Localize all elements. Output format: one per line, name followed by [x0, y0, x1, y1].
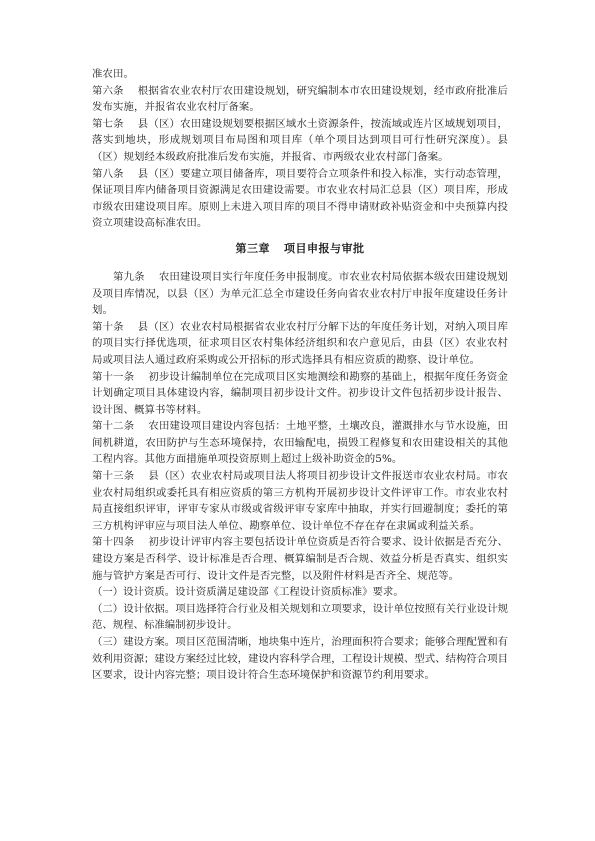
list-item-2: （二）设计依据。项目选择符合行业及相关规划和立项要求，设计单位按照有关行业设计规范、规程、标准编制初步设计。 [92, 602, 508, 632]
article-14: 第十四条 初步设计评审内容主要包括设计单位资质是否符合要求、设计依据是否充分、建设方案是否科学、设计标准是否合理、概算编制是否合规、效益分析是否真实、组织实施与管护方案是否可行、设计文件是否完整，以及附件材料是否齐全、规范等。 [92, 536, 508, 582]
list-item-3: （三）建设方案。项目区范围清晰，地块集中连片，治理面积符合要求；能够合理配置和有效利用资源；建设方案经过比较，建设内容科学合理，工程设计规模、型式、结构符合项目区要求，设计内容完整；项目设计符合生态环境保护和资源节约利用要求。 [92, 636, 508, 682]
list-item-1: （一）设计资质。设计资质满足建设部《工程设计资质标准》要求。 [92, 586, 404, 599]
article-12: 第十二条 农田建设项目建设内容包括：土地平整，土壤改良，灌溉排水与节水设施，田间机耕道，农田防护与生态环境保持，农田输配电，损毁工程修复和农田建设相关的其他工程内容。其他方面措施单项投资原则上超过上级补助资金的5%。 [92, 420, 508, 466]
chapter-title: 项目申报与审批 [284, 241, 365, 255]
article-13: 第十三条 县（区）农业农村局或项目法人将项目初步设计文件报送市农业农村局。市农业农村局组织或委托具有相应资质的第三方机构开展初步设计文件评审工作。市农业农村局直接组织评审，评审专家从市级或省级评审专家库中抽取，并实行回避制度；委托的第三方机构评审应与项目法人单位、勘察单位、设计单位不存在存在隶属或利益关系。 [92, 470, 508, 532]
article-11: 第十一条 初步设计编制单位在完成项目区实地测绘和勘察的基础上，根据年度任务资金计划确定项目具体建设内容，编制项目初步设计文件。初步设计文件包括初步设计报告、设计图、概算书等材料。 [92, 370, 508, 416]
article-9: 第九条 农田建设项目实行年度任务申报制度。市农业农村局依据本级农田建设规划及项目库情况，以县（区）为单元汇总全市建设任务向省农业农村厅申报年度建设任务计划。 [92, 270, 508, 317]
chapter-number: 第三章 [235, 241, 270, 255]
paragraph-continuation: 准农田。 [92, 68, 134, 80]
chapter-heading [92, 239, 508, 259]
document-page [92, 66, 508, 684]
article-6: 第六条 根据省农业农村厅农田建设规划，研究编制本市农田建设规划，经市政府批准后发布实施，并报省农业农村厅备案。 [92, 84, 508, 114]
article-8: 第八条 县（区）要建立项目储备库，项目要符合立项条件和投入标准，实行动态管理，保证项目库内储备项目资源满足农田建设需要。市农业农村局汇总县（区）项目库，形成市级农田建设项目库。原则上未进入项目库的项目不得申请财政补贴资金和中央预算内投资立项建设高标准农田。 [92, 167, 508, 230]
article-7: 第七条 县（区）农田建设规划要根据区域水土资源条件，按流域或连片区域规划项目，落实到地块，形成规划项目布局图和项目库（单个项目达到项目可行性研究深度）。县（区）规划经本级政府批准后发布实施，并报省、市两级农业农村部门备案。 [92, 117, 508, 163]
article-10: 第十条 县（区）农业农村局根据省农业农村厅分解下达的年度任务计划，对纳入项目库的项目实行择优选项，征求项目区农村集体经济组织和农户意见后，由县（区）农业农村局或项目法人通过政府采购或公开招标的形式选择具有相应资质的勘察、设计单位。 [92, 320, 508, 366]
